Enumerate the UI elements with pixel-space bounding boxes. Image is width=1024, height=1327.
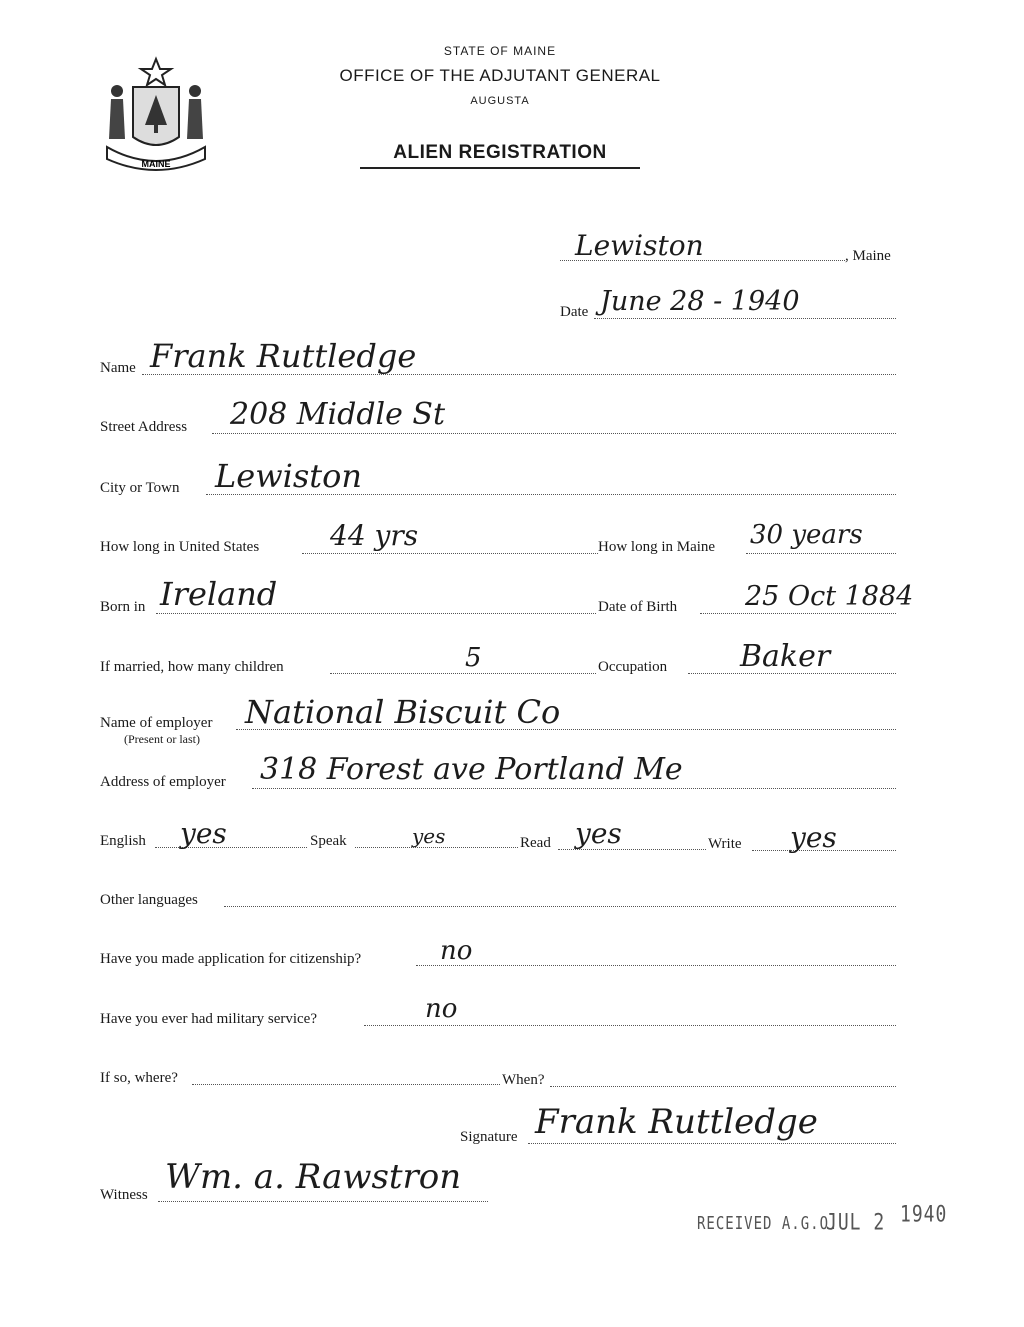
witness-field-line	[158, 1201, 488, 1202]
years-maine-label: How long in Maine	[598, 539, 716, 555]
born-label: Born in	[100, 599, 146, 615]
seal-text: MAINE	[141, 159, 171, 169]
military-field-line	[364, 1025, 896, 1026]
employer-address-label: Address of employer	[100, 774, 226, 790]
signature-label: Signature	[460, 1129, 518, 1145]
received-stamp-year: 1940	[900, 1201, 948, 1228]
children-label: If married, how many children	[100, 659, 284, 675]
witness-value: Wm. a. Rawstron	[165, 1157, 462, 1197]
occupation-value: Baker	[740, 639, 831, 674]
speak-label: Speak	[310, 833, 347, 849]
where-field-line	[192, 1084, 500, 1085]
military-value: no	[425, 994, 458, 1024]
read-label: Read	[520, 835, 551, 851]
write-value: yes	[790, 821, 837, 854]
where-label: If so, where?	[100, 1070, 178, 1086]
citizenship-label: Have you made application for citizenship?	[100, 951, 362, 967]
english-label: English	[100, 833, 146, 849]
name-value: Frank Ruttledge	[150, 337, 417, 375]
dob-label: Date of Birth	[598, 599, 678, 615]
street-value: 208 Middle St	[230, 397, 446, 432]
speak-value: yes	[412, 824, 446, 848]
witness-label: Witness	[100, 1187, 148, 1203]
years-maine-field-line	[746, 553, 896, 554]
date-value: June 28 - 1940	[600, 286, 800, 317]
street-label: Street Address	[100, 419, 188, 435]
when-field-line	[550, 1086, 896, 1087]
header-city: AUGUSTA	[470, 95, 530, 107]
maine-label: , Maine	[845, 248, 891, 264]
received-stamp-date: JUL 2	[826, 1209, 886, 1236]
children-field-line	[330, 673, 596, 674]
city-value: Lewiston	[215, 457, 362, 495]
signature-value: Frank Ruttledge	[535, 1102, 818, 1142]
occupation-label: Occupation	[598, 659, 668, 675]
date-field-line	[594, 318, 896, 319]
signature-field-line	[528, 1143, 896, 1144]
citizenship-value: no	[440, 936, 473, 966]
employer-note: (Present or last)	[124, 732, 200, 746]
employer-value: National Biscuit Co	[245, 693, 561, 731]
received-stamp-text: RECEIVED A.G.O.	[697, 1214, 839, 1234]
date-label: Date	[560, 304, 589, 320]
write-label: Write	[708, 836, 742, 852]
city-label: City or Town	[100, 480, 180, 496]
when-label: When?	[502, 1072, 545, 1088]
employer-address-value: 318 Forest ave Portland Me	[260, 752, 683, 787]
born-field-line	[156, 613, 596, 614]
header-office: OFFICE OF THE ADJUTANT GENERAL	[339, 66, 661, 85]
employer-label: Name of employer	[100, 715, 213, 731]
read-value: yes	[575, 817, 622, 850]
years-us-field-line	[302, 553, 598, 554]
other-languages-label: Other languages	[100, 892, 198, 908]
form-title: ALIEN REGISTRATION	[360, 142, 640, 169]
dob-field-line	[700, 613, 896, 614]
years-us-value: 44 yrs	[330, 519, 419, 552]
street-field-line	[212, 433, 896, 434]
english-value: yes	[180, 817, 227, 850]
maine-state-seal	[103, 55, 209, 175]
header-state: STATE OF MAINE	[443, 44, 557, 58]
years-maine-value: 30 years	[750, 520, 863, 550]
town-value: Lewiston	[575, 229, 704, 262]
other-languages-field-line	[224, 906, 896, 907]
military-label: Have you ever had military service?	[100, 1011, 317, 1027]
employer-address-field-line	[252, 788, 896, 789]
children-value: 5	[465, 643, 482, 673]
dob-value: 25 Oct 1884	[745, 581, 914, 612]
born-value: Ireland	[160, 575, 278, 613]
citizenship-field-line	[416, 965, 896, 966]
name-label: Name	[100, 360, 136, 376]
english-field-line	[155, 847, 307, 848]
years-us-label: How long in United States	[100, 539, 260, 555]
